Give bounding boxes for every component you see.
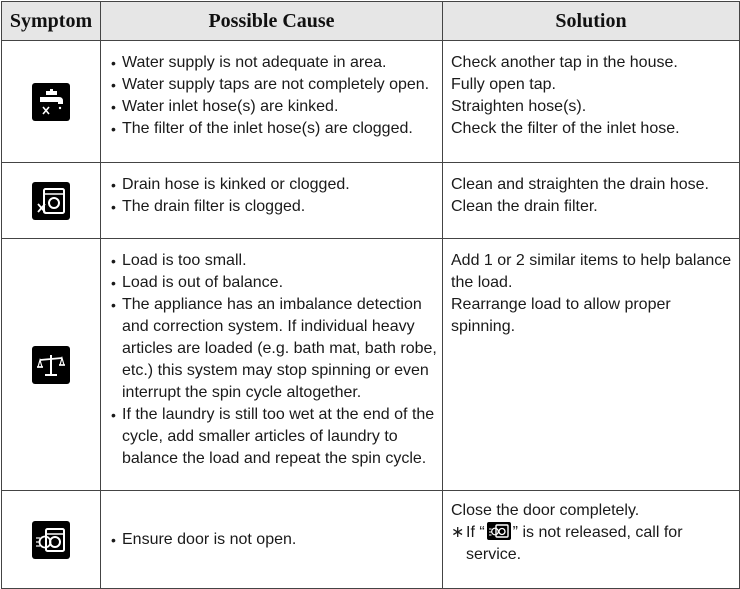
note-suffix: ” is not released, call for service. [466,524,683,563]
table-row [2,41,740,163]
header-possible-cause: Possible Cause [101,2,443,41]
solution-item: Clean and straighten the drain hose. [451,176,709,193]
header-symptom: Symptom [2,2,101,41]
cause-item: • Load is too small. [110,250,442,272]
door-open-icon [487,522,511,540]
cause-cell [101,41,443,163]
symptom-cell [2,41,101,163]
table-row [2,491,740,589]
solution-item: Close the door completely. [451,502,640,519]
cause-cell [101,491,443,589]
cause-item: • Water supply is not adequate in area. [110,52,442,74]
cause-item: • Ensure door is not open. [110,529,442,551]
solution-cell [443,41,740,163]
cause-item: • Load is out of balance. [110,272,442,294]
faucet-water-icon [32,83,70,121]
cause-item: • Water inlet hose(s) are kinked. [110,96,442,118]
cause-item: • The filter of the inlet hose(s) are clogged. [110,118,442,140]
cause-item: • The appliance has an imbalance detection and correction system. If individual heavy articles are loaded (e.g. bath mat, bath robe, etc.) this system may stop spinning or even interrupt the spin cycle altogether. [110,294,442,404]
solution-cell [443,239,740,491]
symptom-cell [2,163,101,239]
solution-item: Clean the drain filter. [451,198,598,215]
note-star: ∗ [451,524,465,541]
cause-item: • The drain filter is clogged. [110,196,442,218]
solution-item: Check the filter of the inlet hose. [451,120,680,137]
solution-note [451,522,739,566]
header-solution: Solution [443,2,740,41]
table-row [2,239,740,491]
table-row [2,163,740,239]
note-prefix: If “ [466,524,485,541]
cause-item: • If the laundry is still too wet at the end of the cycle, add smaller articles of laundry to balance the load and repeat the spin cycle. [110,404,442,470]
balance-scale-icon [32,346,70,384]
symptom-cell [2,239,101,491]
cause-cell [101,239,443,491]
cause-item: • Water supply taps are not completely open. [110,74,442,96]
solution-item: Straighten hose(s). [451,98,587,115]
solution-item: Check another tap in the house. [451,54,678,71]
drain-error-icon [32,182,70,220]
cause-item: • Drain hose is kinked or clogged. [110,174,442,196]
solution-item: Fully open tap. [451,76,556,93]
solution-cell [443,491,740,589]
door-open-icon [32,521,70,559]
header-row [2,2,740,41]
solution-item: Add 1 or 2 similar items to help balance the load. [451,252,732,291]
solution-item: Rearrange load to allow proper spinning. [451,296,671,335]
solution-cell [443,163,740,239]
cause-cell [101,163,443,239]
troubleshooting-table [1,1,740,589]
symptom-cell [2,491,101,589]
